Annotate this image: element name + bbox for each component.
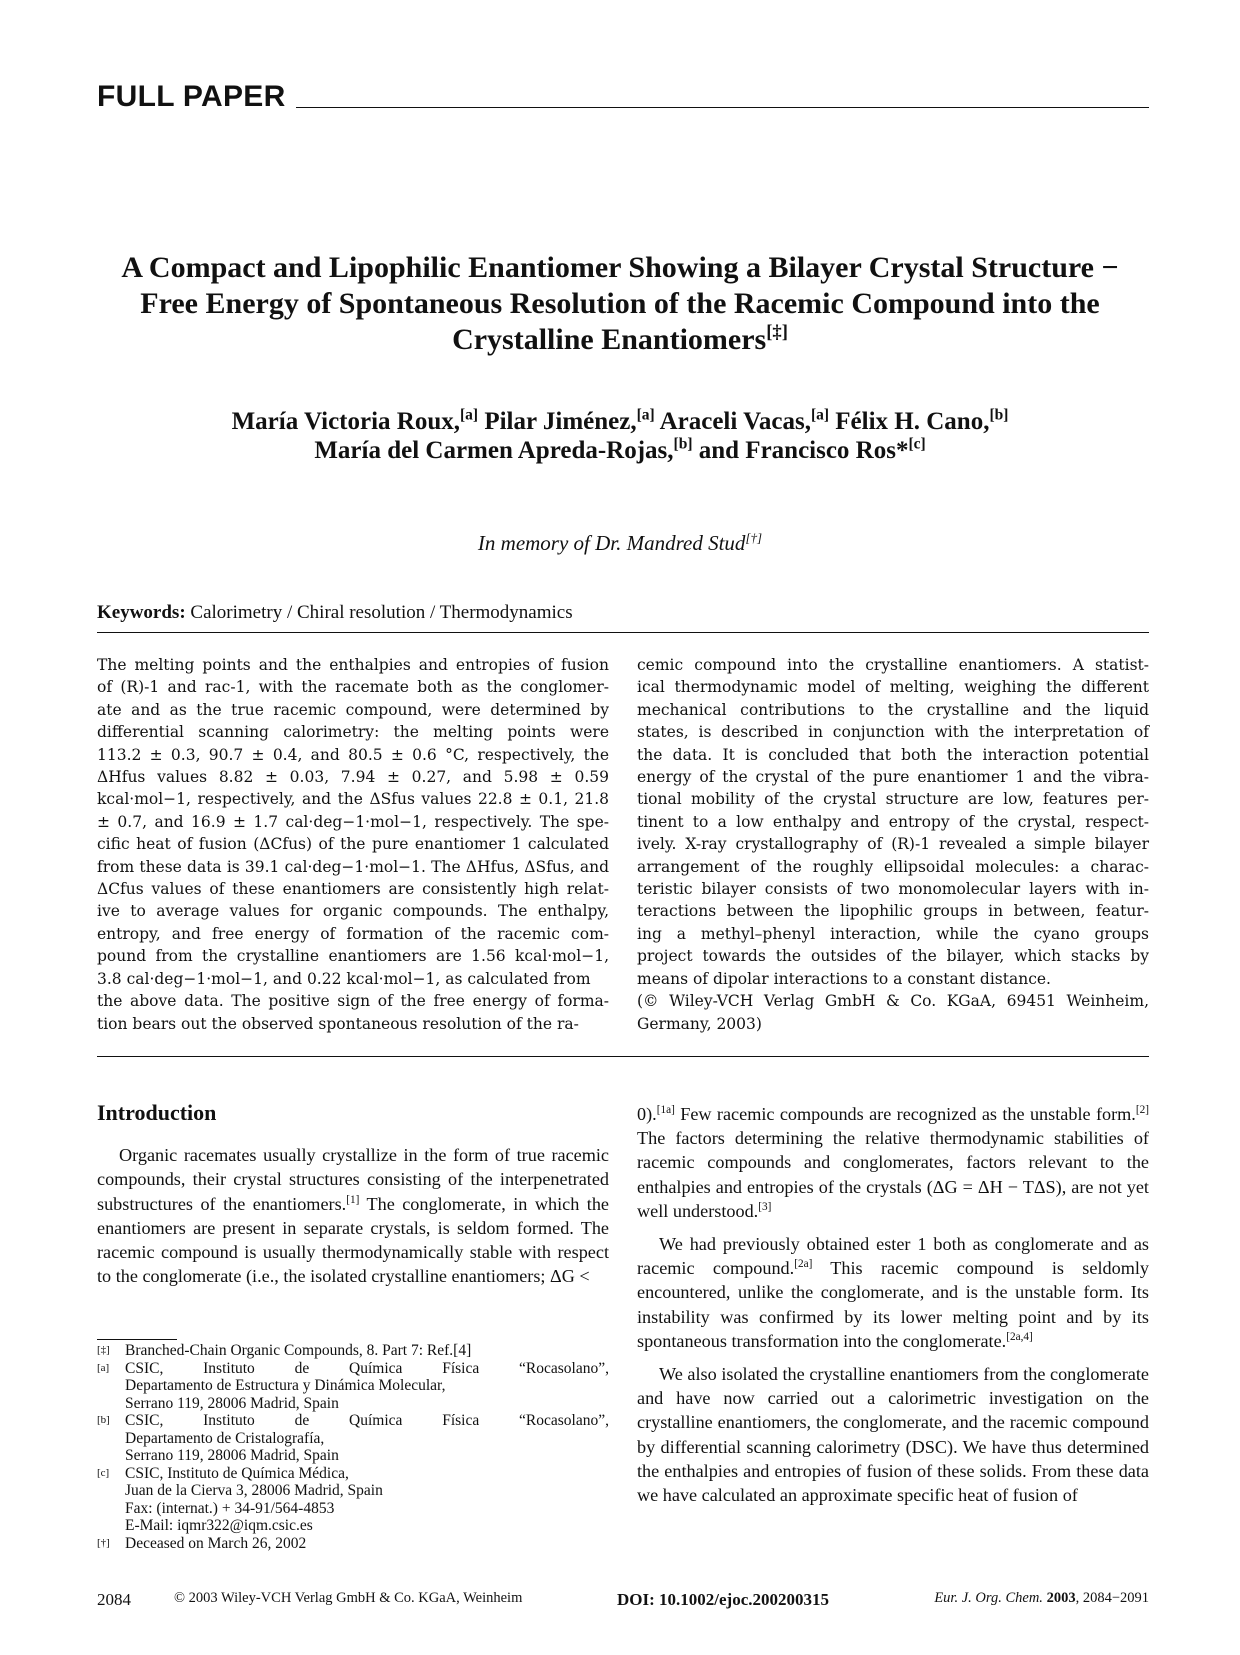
abstract-bottom-rule [97, 1056, 1149, 1057]
abstract-line: (© Wiley-VCH Verlag GmbH & Co. KGaA, 69451 Weinheim, [637, 992, 1149, 1011]
abstract-line: entropy, and free energy of formation of the racemic com- [97, 924, 609, 943]
footnote-mark: [‡] [97, 1344, 110, 1356]
paragraph: 0).[1a] Few racemic compounds are recognized as the unstable form.[2] The factors determining the relative thermodynamic stabilities of racemic compounds and conglomerates, factors relevant to the enthalpies and entropies of the crystals (ΔG = ΔH − TΔS), are not yet well understood.[3] [637, 1103, 1149, 1221]
footnotes [97, 1342, 609, 1552]
dedication: In memory of Dr. Mandred Stud[†] [477, 530, 763, 555]
abstract-line: tion bears out the observed spontaneous resolution of the ra- [97, 1014, 579, 1033]
footnote-rule [97, 1339, 177, 1340]
page-footer [97, 1590, 1149, 1612]
author-line-2: María del Carmen Apreda-Rojas,[b] and Francisco Ros*[c] [314, 435, 926, 464]
abstract-line: ical thermodynamic model of melting, weighing the different [637, 678, 1149, 697]
intro-right-column [637, 1102, 1149, 1516]
paragraph: We had previously obtained ester 1 both as conglomerate and as racemic compound.[2a] This racemic compound is seldomly encountered, unlike the conglomerate, and is the unstable form. Its instability was confirmed by its lower melting point and by its spontaneous transformation into the conglomerate.[2a,4] [637, 1234, 1149, 1351]
paper-title [80, 250, 1160, 358]
footnote-mark: [a] [97, 1361, 110, 1374]
abstract-line: the data. It is concluded that both the interaction potential [637, 745, 1149, 764]
abstract-line: of (R)-1 and rac-1, with the racemate both as the conglomer- [97, 678, 609, 697]
author-line-1: María Victoria Roux,[a] Pilar Jiménez,[a] Araceli Vacas,[a] Félix H. Cano,[b] [231, 406, 1009, 435]
abstract-line: The melting points and the enthalpies and entropies of fusion [97, 656, 609, 674]
abstract-line: ive to average values for organic compounds. The enthalpy, [97, 902, 609, 921]
abstract-line: Germany, 2003) [637, 1014, 762, 1033]
page-number: 2084 [97, 1590, 131, 1609]
abstract-line: teractions between the lipophilic groups in between, featur- [637, 902, 1149, 921]
section-heading: Introduction [97, 1100, 217, 1125]
abstract-line: ΔCfus values of these enantiomers are consistently high relat- [97, 880, 609, 899]
abstract-line: 113.2 ± 0.3, 90.7 ± 0.4, and 80.5 ± 0.6 °C, respectively, the [97, 745, 609, 764]
footnote: [†] Deceased on March 26, 2002 [97, 1534, 307, 1552]
author: and Francisco Ros* [698, 437, 909, 464]
abstract-line: differential scanning calorimetry: the melting points were [97, 723, 609, 742]
abstract-line: teristic bilayer consists of two monomolecular layers with in- [637, 880, 1149, 899]
abstract-left-column [97, 654, 609, 1035]
author: María del Carmen Apreda-Rojas, [314, 437, 674, 464]
citation: [3] [758, 1200, 772, 1213]
abstract-line: ΔHfus values 8.82 ± 0.03, 7.94 ± 0.27, and 5.98 ± 0.59 [97, 768, 609, 787]
title-footnote-mark: [‡] [766, 322, 788, 343]
author: Pilar Jiménez, [484, 408, 637, 435]
abstract-line: means of dipolar interactions to a constant distance. [637, 969, 1051, 988]
email-address: E-Mail: iqmr322@iqm.csic.es [125, 1517, 313, 1534]
abstract-line: pound from the crystalline enantiomers are 1.56 kcal·mol−1, [97, 947, 609, 966]
abstract-line: mechanical contributions to the crystalline and the liquid [637, 700, 1149, 719]
abstract-line: from these data is 39.1 cal·deg−1·mol−1. The ΔHfus, ΔSfus, and [97, 857, 609, 876]
running-header [97, 78, 1149, 112]
title-line-2: Free Energy of Spontaneous Resolution of the Racemic Compound into the [140, 287, 1100, 320]
intro-left-column [97, 1101, 609, 1297]
abstract-line: ing a methyl–phenyl interaction, while the cyano groups [637, 924, 1149, 943]
header-rule [296, 107, 1149, 108]
paragraph: We also isolated the crystalline enantiomers from the conglomerate and have now carried out a calorimetric investigation on the crystalline enantiomers, the conglomerate, and the racemic compound by differential scanning calorimetry (DSC). We have thus determined the enthalpies and entropies of fusion of these solids. From these data we have calculated an approximate specific heat of fusion of [637, 1364, 1149, 1506]
paragraph: Organic racemates usually crystallize in the form of true racemic compounds, their crystal structures consisting of the interpenetrated substructures of the enantiomers.[1] The conglomerate, in which the enantiomers are present in separate crystals, is seldom formed. The racemic compound is usually thermodynamically stable with respect to the conglomerate (i.e., the isolated crystalline enantiomers; ΔG < [97, 1145, 609, 1287]
abstract-line: tinent to a low enthalpy and entropy of the crystal, respect- [637, 812, 1149, 831]
journal-citation: Eur. J. Org. Chem. 2003, 2084−2091 [934, 1590, 1149, 1606]
abstract-line: states, is described in conjunction with the interpretation of [637, 723, 1149, 742]
abstract-line: ± 0.7, and 16.9 ± 1.7 cal·deg−1·mol−1, respectively. The spe- [97, 812, 609, 831]
copyright: © 2003 Wiley-VCH Verlag GmbH & Co. KGaA, Weinheim [174, 1590, 523, 1606]
citation: [2] [1135, 1103, 1149, 1116]
abstract-line: tional mobility of the crystal structure are low, features per- [637, 790, 1149, 809]
citation: [2a] [794, 1258, 813, 1271]
citation: [1] [346, 1193, 360, 1206]
citation: [1a] [656, 1103, 675, 1116]
footnote-mark: [c] [97, 1466, 110, 1479]
footnote: [c] CSIC, Instituto de Química Médica, Juan de la Cierva 3, 28006 Madrid, Spain Fax: (internat.) + 34-91/564-4853 E-Mail: iqmr322@iqm.csic.es [97, 1465, 609, 1535]
abstract-line: energy of the crystal of the pure enantiomer 1 and the vibra- [637, 768, 1149, 787]
keywords [97, 602, 573, 624]
abstract-line: the above data. The positive sign of the free energy of forma- [97, 992, 609, 1011]
author: Araceli Vacas, [659, 408, 811, 435]
abstract-line: project towards the outsides of the bilayer, which stacks by [637, 947, 1149, 966]
doi: DOI: 10.1002/ejoc.200200315 [617, 1590, 830, 1609]
keywords-text: Calorimetry / Chiral resolution / Thermodynamics [190, 602, 573, 623]
abstract-line: kcal·mol−1, respectively, and the ΔSfus values 22.8 ± 0.1, 21.8 [97, 790, 609, 809]
abstract-line: cemic compound into the crystalline enantiomers. A statist- [637, 656, 1149, 674]
citation: [2a,4] [1006, 1330, 1033, 1343]
abstract-line: arrangement of the roughly ellipsoidal molecules: a charac- [637, 857, 1149, 876]
abstract-line: ate and as the true racemic compound, were determined by [97, 700, 609, 719]
section-label: FULL PAPER [97, 80, 286, 113]
abstract-line: 3.8 cal·deg−1·mol−1, and 0.22 kcal·mol−1, as calculated from [97, 969, 591, 988]
title-line-1: A Compact and Lipophilic Enantiomer Showing a Bilayer Crystal Structure − [121, 251, 1119, 284]
footnote-mark: [†] [97, 1536, 110, 1549]
abstract-top-rule [97, 632, 1149, 633]
footnote: [‡] Branched-Chain Organic Compounds, 8. Part 7: Ref.[4] [97, 1342, 472, 1359]
author: Félix H. Cano, [835, 408, 990, 435]
title-line-3: Crystalline Enantiomers[‡] [452, 322, 788, 356]
keywords-label: Keywords: [97, 602, 186, 623]
footnote-mark: [b] [97, 1414, 110, 1426]
footnote: [a] CSIC, Instituto de Química Física “Rocasolano”, Departamento de Estructura y Dinámica Molecular, Serrano 119, 28006 Madrid, Spain [97, 1359, 609, 1412]
abstract-right-column [637, 654, 1149, 1035]
footnote: [b] CSIC, Instituto de Química Física “Rocasolano”, Departamento de Cristalografía, Serrano 119, 28006 Madrid, Spain [97, 1412, 609, 1464]
abstract-line: cific heat of fusion (ΔCfus) of the pure enantiomer 1 calculated [97, 835, 609, 854]
author-list [80, 407, 1160, 465]
author: María Victoria Roux, [231, 408, 461, 435]
abstract-line: ively. X-ray crystallography of (R)-1 revealed a simple bilayer [637, 835, 1149, 854]
